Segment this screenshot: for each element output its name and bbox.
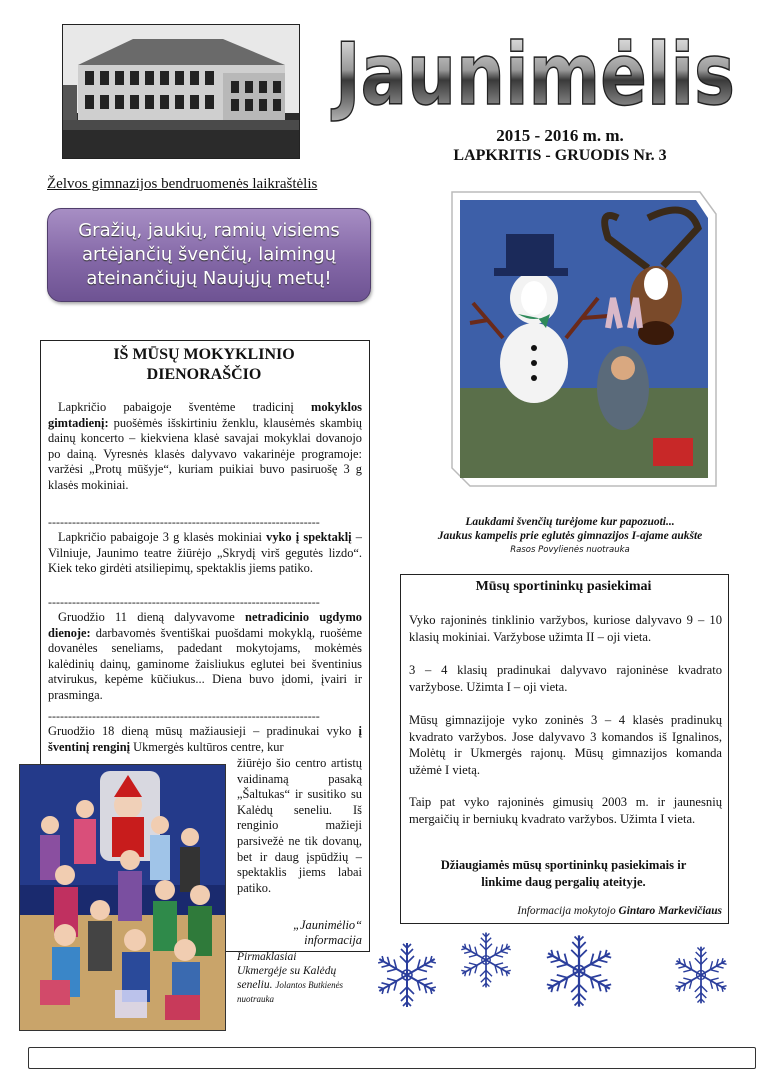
sports-paragraph-square-district: 3 – 4 klasių pradinukai dalyvavo rajoninėse kvadrato varžybose. Užimta I – oji vieta. xyxy=(409,663,722,694)
xmas-photo-credit: Rasos Povylienės nuotrauka xyxy=(510,545,630,555)
snowflake-icon xyxy=(670,944,732,1006)
separator: -------------------------------------------------------------------- xyxy=(48,710,320,722)
sports-paragraph-2003: Taip pat vyko rajoninės gimusių 2003 m. ir jaunesnių mergaičių ir berniukų kvadrato varžybos. Užimta I vieta. xyxy=(409,795,722,826)
footer-bar xyxy=(28,1047,756,1069)
title-text: Jaunimėlis xyxy=(331,25,735,122)
greeting-line: ateinančiųjų Naujųjų metų! xyxy=(86,268,332,289)
snowflake-icon xyxy=(540,932,618,1010)
greeting-line: artėjančių švenčių, laimingų xyxy=(81,244,337,265)
sports-paragraph-volleyball: Vyko rajoninės tinklinio varžybos, kuriose dalyvavo 9 – 10 klasių mokiniai. Varžybose užimta II – oji vieta. xyxy=(409,613,722,644)
snowflake-icon xyxy=(372,940,442,1010)
greeting-line: Gražių, jaukių, ramių visiems xyxy=(78,220,340,241)
diary-paragraph-performance: Gruodžio 18 dieną mūsų mažiausieji – pradinukai vyko į šventinį renginį Ukmergės kultūros centre, kur xyxy=(48,724,362,754)
diary-paragraph-birthday: Lapkričio pabaigoje šventėme tradicinį mokyklos gimtadienį: puošėmės išskirtiniu ženklu, klausėmės skambių dainų koncerto – kiekviena klasė savajai mokyklai dovanojo po dainą. Vyresnės klasės dalyvavo vakarinėje programoje: varžėsi „Protų mūšyje“, kuriam puikiai buvo pasiruošę 3 g klasės mokiniai. xyxy=(48,400,362,492)
issue-number: LAPKRITIS - GRUODIS Nr. 3 xyxy=(453,147,667,164)
issue-year: 2015 - 2016 m. m. xyxy=(496,126,624,145)
snowflake-icon xyxy=(456,930,516,990)
kids-photo-credit: Jolantos Butkienės xyxy=(275,980,344,990)
kids-photo-caption: Pirmaklasiai Ukmergėje su Kalėdų seneliu. Jolantos Butkienės nuotrauka xyxy=(237,951,344,1004)
kids-with-santa-photo xyxy=(19,764,226,1031)
xmas-photo-caption: Laukdami švenčių turėjome kur papozuoti... Jaukus kampelis prie eglutės gimnazijos I-ajame aukšte xyxy=(437,516,703,542)
diary-section-title xyxy=(40,345,368,385)
snowman-display-photo xyxy=(448,188,720,490)
diary-paragraph-theatre: Lapkričio pabaigoje 3 g klasės mokiniai vyko į spektaklį – Vilniuje, Jaunimo teatre žiūrėjo „Skrydį virš gegutės lizdo“. Kiek teko girdėti atsiliepimų, spektaklis jiems patiko. xyxy=(48,530,362,576)
sports-closing: Džiaugiamės mūsų sportininkų pasiekimais ir linkime daug pergalių ateityje. xyxy=(440,858,687,889)
sports-section-title: Mūsų sportininkų pasiekimai xyxy=(475,579,652,594)
greeting-banner xyxy=(47,208,371,302)
diary-title-line: IŠ MŪSŲ MOKYKLINIO xyxy=(113,346,295,363)
diary-paragraph-performance-cont: žiūrėjo šio centro artistų vaidinamą pasaką „Šaltukas“ ir susitiko su Kalėdų seneliu. Iš renginio mažieji parsivežė ne tik dovanų, bet ir daug įspūdžių – spektaklis jiems labai patiko. xyxy=(237,756,362,895)
separator: -------------------------------------------------------------------- xyxy=(48,596,320,608)
separator: -------------------------------------------------------------------- xyxy=(48,516,320,528)
sports-paragraph-square-zonal: Mūsų gimnazijoje vyko zoninės 3 – 4 klasės pradinukų kvadrato varžybos. Jose dalyvavo 3 komandos iš Ignalinos, Molėtų ir Ukmergės rajonų. Mūsų gimnazijos komanda užėmė I vietą. xyxy=(409,713,722,777)
sports-credit: Informacija mokytojo Gintaro Markevičiaus xyxy=(517,905,722,917)
newspaper-title xyxy=(330,22,740,122)
diary-title-line: DIENORAŠČIO xyxy=(146,366,262,383)
school-building-photo xyxy=(62,24,300,159)
diary-paragraph-education-day: Gruodžio 11 dieną dalyvavome netradicinio ugdymo dienoje: darbavomės šventiškai puošdami mokyklą, ruošėme dovanėles seneliams, padedant mokytojams, mokėmės kalėdinių dainų, gaminome žaisliukus eglutei bei šventinius atvirukus, kepėme kūčiukus... Diena buvo įdomi, įvairi ir prasminga. xyxy=(48,610,362,702)
newspaper-subtitle: Želvos gimnazijos bendruomenės laikraštėlis xyxy=(47,176,318,192)
diary-credit: „Jaunimėlio“ informacija xyxy=(293,918,362,947)
